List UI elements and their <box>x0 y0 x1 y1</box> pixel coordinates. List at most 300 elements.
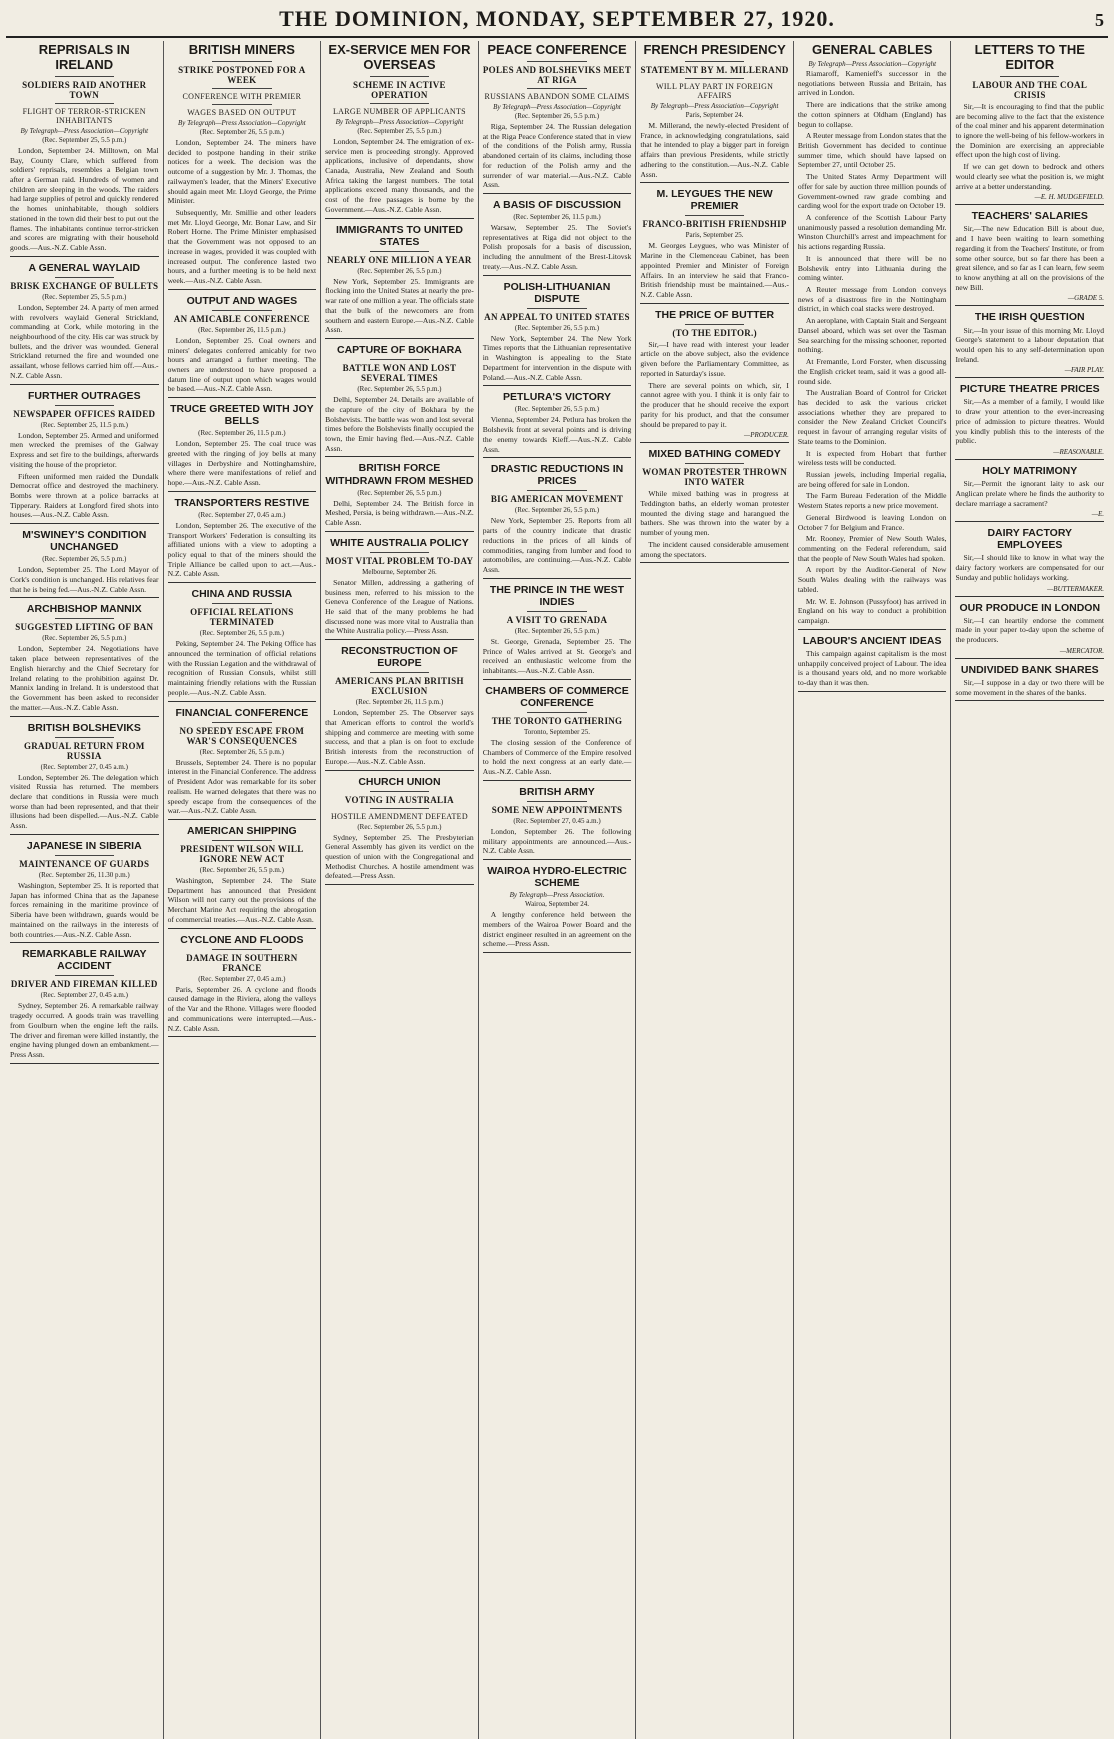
article-separator <box>168 582 317 583</box>
article <box>325 645 474 770</box>
article-dateline: (Rec. September 26, 11.5 p.m.) <box>355 698 444 707</box>
article-headline: LETTERS TO THE EDITOR <box>974 42 1085 72</box>
article-dateline: (Rec. September 26, 11.30 p.m.) <box>38 870 130 879</box>
article-headline: HOLY MATRIMONY <box>982 465 1078 478</box>
headline-rule <box>212 88 271 89</box>
article-headline: CAPTURE OF BOKHARA <box>337 344 462 357</box>
article-separator <box>325 338 474 339</box>
article <box>168 497 317 583</box>
article-separator <box>168 289 317 290</box>
article-separator <box>955 700 1104 701</box>
article-dateline: (Rec. September 26, 11.5 p.m.) <box>513 213 601 222</box>
article-subheading: POLES AND BOLSHEVIKS MEET AT RIGA <box>482 64 632 85</box>
article-separator <box>10 523 159 524</box>
article-headline: EX-SERVICE MEN FOR OVERSEAS <box>328 42 471 72</box>
article-separator <box>798 691 947 692</box>
article-subheading: MOST VITAL PROBLEM TO-DAY <box>325 555 474 566</box>
article-paragraph: An aeroplane, with Captain Stait and Sergeant Dansel aboard, which was set over the Tasman Sea searching for the missing schooner, reported nothing. <box>797 316 947 355</box>
article <box>168 934 317 1038</box>
article-separator <box>955 521 1104 522</box>
article-subheading: STRIKE POSTPONED FOR A WEEK <box>178 64 306 85</box>
article-paragraph: General Birdwood is leaving London on October 7 for Belgium and France. <box>797 512 947 532</box>
article-separator <box>168 819 317 820</box>
article-dateline: (Rec. September 27, 0.45 a.m.) <box>198 510 286 519</box>
article-headline: MIXED BATHING COMEDY <box>648 448 781 461</box>
article-subheading: DRIVER AND FIREMAN KILLED <box>10 979 158 990</box>
article-subheading: PRESIDENT WILSON WILL IGNORE NEW ACT <box>180 844 304 864</box>
article-subheading: FRANCO-BRITISH FRIENDSHIP <box>642 219 787 230</box>
article-separator <box>955 658 1104 659</box>
article-headline: OUTPUT AND WAGES <box>186 294 298 307</box>
article-separator <box>483 679 632 680</box>
article-headline: POLISH-LITHUANIAN DISPUTE <box>503 280 611 305</box>
article-dateline: (Rec. September 26, 5.5 p.m.) <box>357 488 442 497</box>
article-separator <box>325 639 474 640</box>
article-separator <box>483 275 632 276</box>
article <box>955 602 1104 659</box>
article-separator <box>955 204 1104 205</box>
article-paragraph: Sir,—I should like to know in what way the dairy factory workers are compensated for our Sunday and public holidays working. <box>955 553 1105 582</box>
article <box>325 344 474 457</box>
article-headline: BRITISH MINERS <box>188 42 295 57</box>
news-column <box>951 41 1108 1739</box>
article-separator <box>168 701 317 702</box>
article <box>955 311 1104 378</box>
headline-rule <box>527 490 586 491</box>
article-subheading: WAGES BASED ON OUTPUT <box>187 107 297 117</box>
article-dateline: (Rec. September 26, 5.5 p.m.) <box>199 866 284 874</box>
article-separator <box>10 384 159 385</box>
headline-rule <box>527 611 586 612</box>
article-dateline: (Rec. September 26, 5.5 p.m.) <box>42 634 127 643</box>
article-headline: BRITISH ARMY <box>519 785 595 798</box>
article-byline: By Telegraph—Press Association—Copyright <box>178 118 306 127</box>
article <box>955 210 1104 306</box>
article-separator <box>955 596 1104 597</box>
letter-signature: —REASONABLE. <box>1053 448 1105 457</box>
article-paragraph: London, September 25. The coal truce was greeted with the ringing of joy bells at many villages in Derbyshire and Nottinghamshire, where there were manifestations of relief and hope.—Aus.-N.Z. Cable Assn. <box>167 439 317 488</box>
article-paragraph: M. Georges Leygues, who was Minister of Marine in the Clemenceau Cabinet, has been appointed Premier and Minister of Foreign Affairs. In an interview he said that Franco-British friendship must be maintained.—Aus.-N.Z. Cable Assn. <box>640 241 789 299</box>
article-subheading: LABOUR AND THE COAL CRISIS <box>972 79 1088 100</box>
article-paragraph: Mr. W. E. Johnson (Pussyfoot) has arrived in England on his way to conduct a prohibition campaign. <box>797 596 947 626</box>
headline-rule <box>527 88 586 89</box>
headline-rule <box>212 840 271 841</box>
article-paragraph: London, September 25. Armed and uniformed men wrecked the premises of the Galway Express and set fire to the buildings, afterwards visiting the house of the proprietor. <box>10 430 159 469</box>
article-paragraph: A Reuter message from London states that the British Government has decided to continue summer time, which should have lapsed on September 27, until October 25. <box>797 131 947 170</box>
headline-rule <box>370 359 429 360</box>
article-separator <box>168 928 317 929</box>
article-headline: CHAMBERS OF COMMERCE CONFERENCE <box>485 684 629 709</box>
article-headline: RECONSTRUCTION OF EUROPE <box>341 645 458 670</box>
article-separator <box>168 491 317 492</box>
article-subheading: BATTLE WON AND LOST SEVERAL TIMES <box>342 363 457 384</box>
article-dateline: (Rec. September 25, 5.5 p.m.) <box>42 135 127 144</box>
article <box>483 865 632 953</box>
news-column <box>6 41 164 1739</box>
headline-rule <box>55 103 114 104</box>
article-headline: BRITISH BOLSHEVIKS <box>27 721 141 734</box>
article-headline: UNDIVIDED BANK SHARES <box>960 663 1099 676</box>
article-paragraph: London, September 25. The Lord Mayor of Cork's condition is unchanged. His relatives fear that he is being fed.—Aus.-N.Z. Cable Assn. <box>10 565 159 594</box>
article-dateline: (Rec. September 26, 5.5 p.m.) <box>514 626 600 635</box>
headline-rule <box>55 277 114 278</box>
article-paragraph: Vienna, September 24. Petlura has broken the Bolshevik front at several points and is driving the enemy towards Kieff.—Aus.-N.Z. Cable Assn. <box>482 415 632 454</box>
article-paragraph: Sir,—Permit the ignorant laity to ask our Anglican prelate where he finds the authority to declare marriage a sacrament? <box>955 479 1105 508</box>
article-headline: ARCHBISHOP MANNIX <box>26 603 142 616</box>
article-separator <box>483 385 632 386</box>
article-paragraph: Senator Millen, addressing a gathering of business men, referred to his mission to the Geneva Conference of the League of Nations. He said that of the many problems he had discussed none was more vital to Australia than the White Australia policy.—Press Assn. <box>325 577 474 636</box>
article-headline: WHITE AUSTRALIA POLICY <box>330 536 469 549</box>
article-paragraph: New York, September 25. Immigrants are flocking into the United States at nearly the pre-war rate of one million a year. The officials state that the bulk of the newcomers are from southern and eastern Europe.—Aus.-N.Z. Cable Assn. <box>325 276 474 335</box>
article-paragraph: There are several points on which, sir, I cannot agree with you. I think it is only fair to the producer that he should receive the export parity for his product, and that the consumer should be prepared to pay it. <box>640 380 789 429</box>
article <box>10 722 159 835</box>
article <box>955 43 1104 205</box>
article-dateline: (Rec. September 27, 0.45 a.m.) <box>198 974 286 983</box>
article-paragraph: It is announced that there will be no Bolshevik entry into Lithuania during the coming winter. <box>797 253 947 283</box>
article-separator <box>955 305 1104 306</box>
article <box>168 825 317 929</box>
article-dateline: (Rec. September 26, 5.5 p.m.) <box>199 127 284 136</box>
article-subheading: HOSTILE AMENDMENT DEFEATED <box>330 811 468 821</box>
article-subheading: WILL PLAY PART IN FOREIGN AFFAIRS <box>655 81 774 100</box>
article-dateline: (Rec. September 25, 5.5 p.m.) <box>357 126 442 135</box>
article-headline: A BASIS OF DISCUSSION <box>493 198 621 211</box>
headline-rule <box>212 104 271 105</box>
headline-rule <box>1000 76 1059 77</box>
letter-signature: —MERCATOR. <box>1059 646 1105 655</box>
article-paragraph: Delhi, September 24. Details are available of the capture of the city of Bokhara by the Bolshevists. The battle was won and lost several times before the Bolshevists finally occupied the town, the Emir having fled.—Aus.-N.Z. Cable Assn. <box>325 395 474 453</box>
letter-signature: —GRADE 5. <box>1067 294 1105 303</box>
article-headline: AMERICAN SHIPPING <box>187 824 297 837</box>
article-paragraph: London, September 25. Coal owners and miners' delegates conferred amicably for two hours and arranged a further meeting. The owners are understood to have proposed a datum line of output upon which wages would be based.—Aus.-N.Z. Cable Assn. <box>167 335 317 394</box>
article-paragraph: London, September 24. Negotiations have taken place between representatives of the English hierarchy and the Chief Secretary for Ireland relating to the prohibition against Dr. Mannix landing in Ireland. It is understood that the Government has been asked to reconsider the matter.—Aus.-N.Z. Cable Assn. <box>10 644 159 712</box>
article-dateline: (Rec. September 26, 5.5 p.m.) <box>514 323 600 332</box>
headline-rule <box>212 722 271 723</box>
article-subheading: A VISIT TO GRENADA <box>506 614 608 625</box>
article-paragraph: Delhi, September 24. The British force in Meshed, Persia, is being withdrawn.—Aus.-N.Z. Cable Assn. <box>325 498 474 527</box>
article-dateline: (Rec. September 26, 5.5 p.m.) <box>357 822 442 831</box>
article-dateline: (Rec. September 25, 5.5 p.m.) <box>42 292 127 301</box>
article-separator <box>10 1063 159 1064</box>
article-paragraph: Sydney, September 25. The Presbyterian General Assembly has given its verdict on the question of union with the Congregational and Methodist Churches. A hostile amendment was defeated.—Press Assn. <box>325 832 474 881</box>
article-separator <box>325 218 474 219</box>
article-separator <box>483 578 632 579</box>
headline-rule <box>55 76 114 77</box>
article-subheading: NO SPEEDY ESCAPE FROM WAR'S CONSEQUENCES <box>179 725 305 746</box>
article-separator <box>483 780 632 781</box>
newspaper-title: THE DOMINION, MONDAY, SEPTEMBER 27, 1920. <box>279 6 835 31</box>
article-subheading: WOMAN PROTESTER THROWN INTO WATER <box>642 467 788 488</box>
headline-rule <box>685 78 744 79</box>
article-separator <box>168 1036 317 1037</box>
article-paragraph: London, September 26. The following military appointments are announced.—Aus.-N.Z. Cable Assn. <box>482 826 632 856</box>
article-dateline: Paris, September 25. <box>685 231 744 240</box>
article-paragraph: A report by the Auditor-General of New South Wales dealing with the railways was tabled. <box>797 565 947 594</box>
headline-rule <box>55 405 114 406</box>
article-subheading: LARGE NUMBER OF APPLICANTS <box>332 106 466 116</box>
article-paragraph: Sir,—As a member of a family, I would like to draw your attention to the ever-increasing price of admission to picture theatres. Would you kindly publish this to the interests of the public. <box>955 397 1105 446</box>
article-headline: FURTHER OUTRAGES <box>27 389 141 402</box>
article <box>10 840 159 943</box>
article-paragraph: At Fremantle, Lord Forster, when discussing the English cricket team, said it was a good all-round side. <box>797 357 947 386</box>
headline-rule <box>527 712 586 713</box>
article-headline: REMARKABLE RAILWAY ACCIDENT <box>22 948 147 973</box>
article-headline: A GENERAL WAYLAID <box>28 261 141 274</box>
headline-rule <box>212 61 271 62</box>
article-subheading: BRISK EXCHANGE OF BULLETS <box>10 280 159 291</box>
headline-rule <box>55 855 114 856</box>
article-separator <box>168 397 317 398</box>
article-headline: CYCLONE AND FLOODS <box>180 933 304 946</box>
article <box>640 448 789 563</box>
article-headline: TEACHERS' SALARIES <box>971 210 1088 223</box>
article-paragraph: The incident caused considerable amusement among the spectators. <box>640 539 789 559</box>
article-paragraph: London, September 25. The Observer says that American efforts to control the world's shipping and commerce are meeting with some success, and that a plan is on foot to exclude British interests from the reconstruction of Europe.—Aus.-N.Z. Cable Assn. <box>325 708 474 766</box>
article-headline: M'SWINEY'S CONDITION UNCHANGED <box>22 529 147 554</box>
headline-rule <box>55 975 114 976</box>
article-headline: REPRISALS IN IRELAND <box>38 42 130 72</box>
article-subheading: AMERICANS PLAN BRITISH EXCLUSION <box>335 676 464 697</box>
article-headline: PICTURE THEATRE PRICES <box>959 383 1100 396</box>
article-paragraph: London, September 26. The executive of the Transport Workers' Federation is consulting its affiliated unions with a view to adopting a policy equal to that of the miners should the Triple Alliance be called upon to act.—Aus.-N.Z. Cable Assn. <box>167 520 317 579</box>
article-paragraph: London, September 24. A party of men armed with revolvers waylaid General Strickland, commanding at Cork, while motoring in the neighbourhood of the city. His car was struck by bullets, and the driver was wounded. General Strickland returned the fire and wounded one assailant, whose fellows carried him off.—Aus.-N.Z. Cable Assn. <box>10 302 159 380</box>
article-byline: By Telegraph—Press Association—Copyright <box>493 102 621 111</box>
article-separator <box>10 597 159 598</box>
article-separator <box>325 456 474 457</box>
article-paragraph: Russian jewels, including Imperial regalia, are being offered for sale in London. <box>797 469 947 489</box>
letter-signature: —PRODUCER. <box>743 431 789 440</box>
article-paragraph: Washington, September 25. It is reported that Japan has informed China that as the Japanese forces remaining in the maritime province of Siberia have been withdrawn, guards would be maintained on the railways in the interests of both countries.—Aus.-N.Z. Cable Assn. <box>10 880 159 939</box>
article <box>10 43 159 257</box>
article-subheading: DAMAGE IN SOUTHERN FRANCE <box>186 952 298 973</box>
article <box>955 664 1104 702</box>
article <box>483 43 632 194</box>
article <box>168 588 317 701</box>
headline-rule <box>685 324 744 325</box>
article-paragraph: Fifteen uniformed men raided the Dundalk Democrat office and destroyed the machinery. Bombs were thrown at a police barracks at Tipperary. Raiders at Longford fired shots into houses.—Aus.-N.Z. Cable Assn. <box>10 471 159 520</box>
article-separator <box>10 716 159 717</box>
article <box>640 43 789 183</box>
article <box>798 43 947 630</box>
article <box>325 462 474 531</box>
article-headline: WAIROA HYDRO-ELECTRIC SCHEME <box>487 864 627 889</box>
article-paragraph: M. Millerand, the newly-elected President of France, in acknowledging congratulations, said that he intended to play a bigger part in foreign affairs than previous Presidents, while strictly adhering to the constitution.—Aus.-N.Z. Cable Assn. <box>640 120 789 179</box>
article-dateline: Wairoa, September 24. <box>525 900 590 909</box>
article-subheading: SOLDIERS RAID ANOTHER TOWN <box>22 79 147 100</box>
article <box>798 635 947 692</box>
news-column <box>321 41 479 1739</box>
article-headline: DAIRY FACTORY EMPLOYEES <box>987 527 1073 552</box>
article <box>483 281 632 387</box>
article-separator <box>483 193 632 194</box>
article <box>955 465 1104 522</box>
article-paragraph: Sir,—I can heartily endorse the comment made in your paper to-day upon the scheme of the producers. <box>955 615 1105 645</box>
article-separator <box>10 942 159 943</box>
article-paragraph: New York, September 24. The New York Times reports that the Lithuanian representative in Washington is appealing to the State Department for intervention in the dispute with Poland.—Aus.-N.Z. Cable Assn. <box>482 333 632 382</box>
headline-rule <box>370 672 429 673</box>
article-subheading: CONFERENCE WITH PREMIER <box>182 91 302 101</box>
article <box>325 224 474 339</box>
article-paragraph: Sir,—The new Education Bill is about due, and I have been waiting to learn something regarding it from the Teachers' Institute, or from some other source, but so far there has been a great silence, and so far as I can learn, few seem to know anything at all on the provisions of the new Bill. <box>955 224 1105 292</box>
article-separator <box>325 884 474 885</box>
article-subheading: SUGGESTED LIFTING OF BAN <box>15 622 154 633</box>
article-paragraph: Peking, September 24. The Peking Office has announced the termination of official relations with the Russian Legation and the withdrawal of recognition of Russian Consuls, whilst still maintaining friendly relations with the Russian people.—Aus.-N.Z. Cable Assn. <box>167 639 317 697</box>
article-paragraph: If we can get down to bedrock and others would clearly see what the position is, we might arrive at a better understanding. <box>955 162 1105 191</box>
article-paragraph: The Australian Board of Control for Cricket has decided to ask the various cricket associations whether they are prepared to consider the New Zealand Cricket Council's request in favour of arranging regular visits of State teams to the Dominion. <box>797 388 947 446</box>
article-separator <box>483 859 632 860</box>
article-byline: By Telegraph—Press Association. <box>509 891 605 900</box>
letter-signature: —E. H. MUDGEFIELD. <box>1034 193 1105 202</box>
article-subheading: AN AMICABLE CONFERENCE <box>173 313 310 324</box>
article-headline: TRANSPORTERS RESTIVE <box>174 496 310 509</box>
article-paragraph: The United States Army Department will offer for sale by auction three million pounds of Government-owned raw grade combing and carding wool for the export trade on October 19. <box>797 172 947 211</box>
article-paragraph: The Farm Bureau Federation of the Middle Western States reports a new price movement. <box>797 491 947 511</box>
article <box>955 383 1104 460</box>
article-paragraph: This campaign against capitalism is the most unhappily conceived project of Labour. The idea is a thousand years old, and no more workable to-day than it was then. <box>797 648 947 687</box>
article-dateline: (Rec. September 26, 5.5 p.m.) <box>514 506 600 515</box>
article-paragraph: A Reuter message from London conveys news of a disastrous fire in the Nottingham district, in which coal stacks were destroyed. <box>797 285 947 314</box>
article-subheading: (TO THE EDITOR.) <box>672 327 757 338</box>
letter-signature: —E. <box>1091 510 1105 519</box>
article-paragraph: There are indications that the strike among the cotton spinners at Oldham (England) has begun to collapse. <box>797 100 947 129</box>
article-dateline: (Rec. September 26, 11.5 p.m.) <box>198 325 286 334</box>
headline-rule <box>685 215 744 216</box>
article-dateline: (Rec. September 27, 0.45 a.m.) <box>40 762 128 771</box>
article-paragraph: Riga, September 24. The Russian delegation at the Riga Peace Conference stated that in view of the conditions of the Polish army, Russia abandoned certain of its claims, including those for reduction of the Polish army and the surrender of war material.—Aus.-N.Z. Cable Assn. <box>482 121 632 190</box>
article-subheading: VOTING IN AUSTRALIA <box>344 794 454 805</box>
article-separator <box>483 457 632 458</box>
article-headline: FRENCH PRESIDENCY <box>643 42 786 57</box>
article-headline: PETLURA'S VICTORY <box>502 391 612 404</box>
article-separator <box>640 182 789 183</box>
article-paragraph: London, September 26. The delegation which visited Russia has returned. The members declare that conditions in Russia were much worse than had been represented, and that their illusions had been dispelled.—Aus.-N.Z. Cable Assn. <box>10 772 159 831</box>
article-paragraph: Warsaw, September 25. The Soviet's representatives at Riga did not object to the Polish proposals for a basis of discussion, including the annulment of the Brest-Litovsk treaty.—Aus.-N.Z. Cable Assn. <box>482 223 632 271</box>
article-byline: By Telegraph—Press Association—Copyright <box>808 59 937 68</box>
article-subheading: THE TORONTO GATHERING <box>491 715 623 726</box>
article-separator <box>640 562 789 563</box>
headline-rule <box>685 61 744 62</box>
article-dateline: (Rec. September 26, 5.5 p.m.) <box>357 385 442 394</box>
article-headline: LABOUR'S ANCIENT IDEAS <box>802 634 942 647</box>
article <box>10 948 159 1063</box>
headline-rule <box>370 251 429 252</box>
article <box>483 786 632 860</box>
article <box>640 309 789 444</box>
article-subheading: RUSSIANS ABANDON SOME CLAIMS <box>484 91 630 101</box>
article-headline: M. LEYGUES THE NEW PREMIER <box>656 188 773 213</box>
article-headline: PEACE CONFERENCE <box>487 42 627 57</box>
article-paragraph: A conference of the Scottish Labour Party unanimously passed a resolution demanding Mr. Winston Churchill's arrest and impeachment for his actions regarding Russia. <box>797 213 947 252</box>
article-headline: DRASTIC REDUCTIONS IN PRICES <box>490 463 624 488</box>
article-dateline: (Rec. September 25, 11.5 p.m.) <box>40 420 128 429</box>
letter-signature: —FAIR PLAY. <box>1064 366 1105 375</box>
article-dateline: Paris, September 24. <box>685 110 744 119</box>
article <box>325 776 474 886</box>
article-paragraph: Sir,—I have read with interest your leader article on the above subject, also the evidence given before the Parliamentary Committee, as reported in Saturday's issue. <box>640 339 789 378</box>
article-dateline: Melbourne, September 26. <box>362 567 437 576</box>
headline-rule <box>370 552 429 553</box>
headline-rule <box>370 791 429 792</box>
article-headline: GENERAL CABLES <box>811 42 933 57</box>
article-byline: By Telegraph—Press Association—Copyright <box>335 117 464 126</box>
article-paragraph: Brussels, September 24. There is no popular interest in the Financial Conference. The address of President Ador was remarkable for its sober realism. He warned delegates that there was no speedy escape from the consequences of the war.—Aus.-N.Z. Cable Assn. <box>167 757 317 816</box>
headline-rule <box>527 61 586 62</box>
article-separator <box>955 377 1104 378</box>
article-paragraph: While mixed bathing was in progress at Teddington baths, an elderly woman protester mounted the diving stage and harangued the bathers. She was thrown into the water by a number of young men. <box>640 489 789 538</box>
article-paragraph: Riamaroff, Kamenieff's successor in the negotiations between Russia and Britain, has arrived in London. <box>797 68 947 98</box>
article-headline: IMMIGRANTS TO UNITED STATES <box>335 223 463 248</box>
article-subheading: GRADUAL RETURN FROM RUSSIA <box>23 740 145 761</box>
article-dateline: (Rec. September 26, 5.5 p.m.) <box>199 629 284 638</box>
article-subheading: NEWSPAPER OFFICES RAIDED <box>13 408 156 419</box>
headline-rule <box>370 103 429 104</box>
headline-rule <box>212 949 271 950</box>
article-dateline: (Rec. September 26, 5.5 p.m.) <box>199 747 284 756</box>
headline-rule <box>527 801 586 802</box>
article-byline: By Telegraph—Press Association—Copyright <box>650 101 779 110</box>
article-paragraph: Paris, September 26. A cyclone and floods caused damage in the Riviera, along the valleys of the Var and the Rhone. Villages were flooded and communications were interrupted.—Aus.-N.Z. Cable Assn. <box>167 984 317 1033</box>
article-dateline: (Rec. September 27, 0.45 a.m.) <box>40 991 128 1000</box>
news-column <box>479 41 637 1739</box>
article-dateline: (Rec. September 26, 11.5 p.m.) <box>198 429 286 438</box>
article-separator <box>798 629 947 630</box>
news-column <box>794 41 952 1739</box>
letter-signature: —BUTTERMAKER. <box>1047 584 1105 593</box>
article-paragraph: Mr. Rooney, Premier of New South Wales, commenting on the Federal referendum, said that the people of New South Wales had spoken. <box>797 534 947 563</box>
article <box>10 262 159 385</box>
article-paragraph: Sir,—It is encouraging to find that the public are becoming alive to the fact that the existence of the coal miner and his apparent determination to ignore the well-being of his fellow-workers in the Dominion are exercising an appreciable effect upon the high cost of living. <box>955 101 1105 160</box>
headline-rule <box>212 603 271 604</box>
article-subheading: BIG AMERICAN MOVEMENT <box>490 494 624 505</box>
article-dateline: (Rec. September 26, 5.5 p.m.) <box>514 111 600 120</box>
headline-rule <box>370 808 429 809</box>
article-headline: FINANCIAL CONFERENCE <box>175 706 309 719</box>
article <box>483 391 632 458</box>
news-column <box>636 41 794 1739</box>
article <box>483 685 632 781</box>
article-headline: JAPANESE IN SIBERIA <box>26 839 142 852</box>
article-subheading: STATEMENT BY M. MILLERAND <box>640 64 789 75</box>
article-paragraph: Sir,—I suppose in a day or two there will be some movement in the shares of the banks. <box>955 677 1105 697</box>
article-paragraph: Sydney, September 26. A remarkable railway tragedy occurred. A goods train was travelling from Goulburn when the engine left the rails. The driver and fireman were killed instantly, the engine having plunged down an embankment.—Press Assn. <box>10 1001 159 1059</box>
article-subheading: SOME NEW APPOINTMENTS <box>491 804 623 815</box>
headline-rule <box>685 463 744 464</box>
article-dateline: (Rec. September 26, 5.5 p.m.) <box>514 405 600 414</box>
article-subheading: NEARLY ONE MILLION A YEAR <box>327 254 472 265</box>
article <box>168 43 317 290</box>
article-paragraph: London, September 24. The emigration of ex-service men is proceeding strongly. Approved applications, inclusive of dependants, show Canada, Australia, New Zealand and South Africa taking the largest numbers. The total applications exceed many thousands, and the cost of the free passages is borne by the Government.—Aus.-N.Z. Cable Assn. <box>325 136 474 214</box>
article-byline: By Telegraph—Press Association—Copyright <box>20 126 149 135</box>
article <box>483 199 632 276</box>
article-paragraph: Subsequently, Mr. Smillie and other leaders met Mr. Lloyd George, Mr. Bonar Law, and Sir Robert Horne. The Prime Minister emphasised that the Government was not opposed to an increase in wages, provided it was coupled with increased output. The conference lasted two hours, and a further meeting is to be held next week.—Aus.-N.Z. Cable Assn. <box>167 207 317 285</box>
article <box>325 537 474 640</box>
article-paragraph: It is expected from Hobart that further wireless tests will be conducted. <box>797 448 947 468</box>
columns <box>6 41 1108 1739</box>
headline-rule <box>212 310 271 311</box>
article-paragraph: London, September 24. Milltown, on Mal Bay, County Clare, which suffered from soldiers' reprisals, resembles a Belgian town after a German raid. Hundreds of women and children are sleeping in the woods. The raiders had large supplies of petrol and quickly rendered the homes uninhabitable, though soldiers stationed in the town did their best to put out the flames. The inhabitants continue terror-stricken and scores are migrating with their household goods.—Aus.-N.Z. Cable Assn. <box>10 145 159 253</box>
article <box>168 707 317 820</box>
article-paragraph: Washington, September 24. The State Department has announced that President Wilson will not carry out the provisions of the Merchant Marine Act requiring the abrogation of commercial treaties.—Aus.-N.Z. Cable Assn. <box>167 876 317 924</box>
headline-rule <box>370 76 429 77</box>
article <box>10 603 159 716</box>
article-paragraph: The closing session of the Conference of Chambers of Commerce of the Empire resolved to hold the next congress at an early date.—Aus.-N.Z. Cable Assn. <box>482 737 632 776</box>
article-dateline: Toronto, September 25. <box>524 727 591 736</box>
headline-rule <box>527 308 586 309</box>
article-subheading: AN APPEAL TO UNITED STATES <box>484 311 630 322</box>
headline-rule <box>55 737 114 738</box>
masthead <box>6 6 1108 38</box>
article-paragraph: New York, September 25. Reports from all parts of the country indicate that drastic reductions in the prices of all kinds of commodities, ranging from lumber and food to automobiles, are continuing.—Aus.-N.Z. Cable Assn. <box>482 516 632 574</box>
